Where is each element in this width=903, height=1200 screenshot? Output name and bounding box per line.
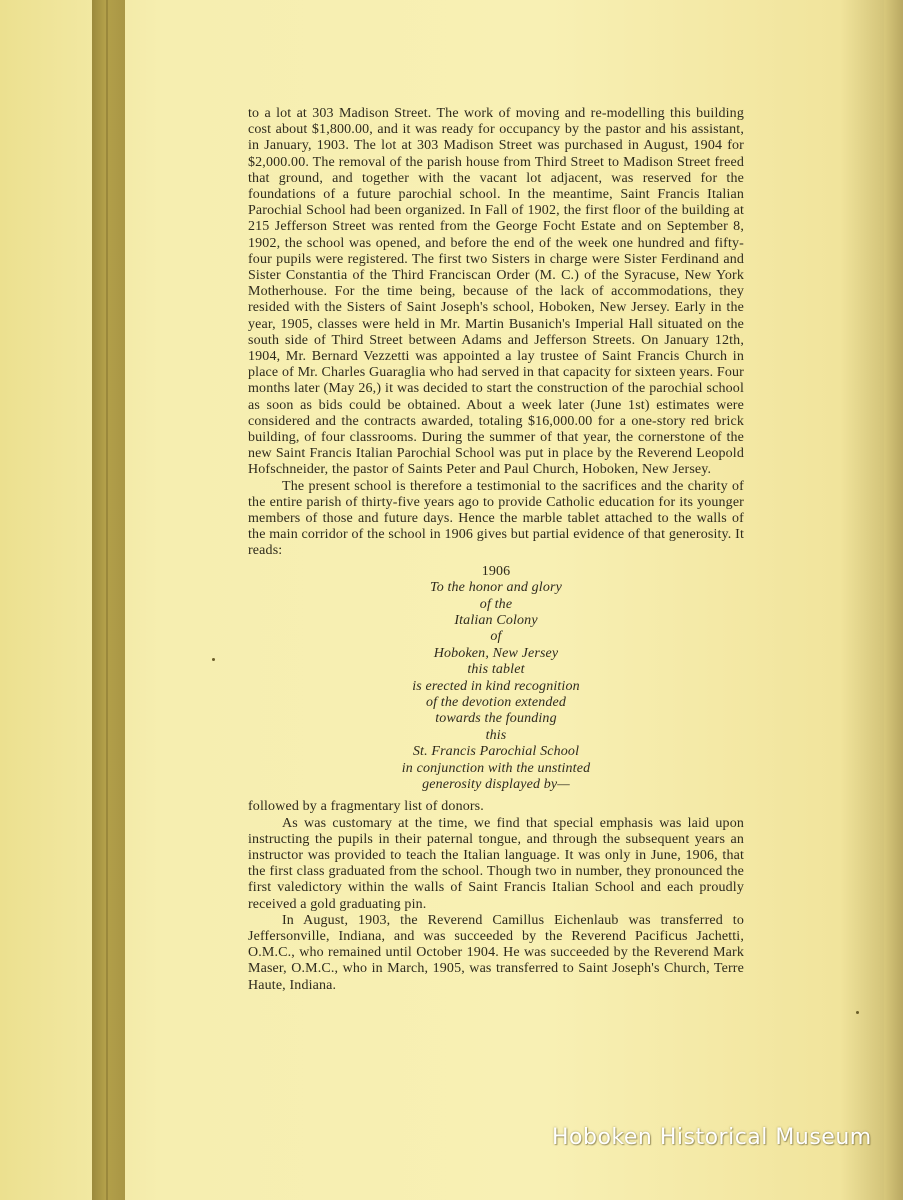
paragraph-4: In August, 1903, the Reverend Camillus Eichenlaub was transferred to Jeffersonville, Indiana, and was succeeded by the Reverend Pacificus Jachetti, O.M.C., who remained until October 1904. He was succeeded by the Reverend Mark Maser, O.M.C., who in March, 1905, was transferred to Saint Joseph's Church, Terre Haute, Indiana. — [248, 912, 744, 993]
paragraph-1: to a lot at 303 Madison Street. The work of moving and re-modelling this building cost about $1,800.00, and it was ready for occupancy by the pastor and his assistant, in January, 1903. The lot at 303 Madison Street was purchased in August, 1904 for $2,000.00. The removal of the parish house from Third Street to Madison Street freed that ground, and together with the vacant lot adjacent, was reserved for the foundations of a future parochial school. In the meantime, Saint Francis Italian Parochial School had been organized. In Fall of 1902, the first floor of the building at 215 Jefferson Street was rented from the George Focht Estate and on September 8, 1902, the school was opened, and before the end of the week one hundred and fifty-four pupils were registered. The first two Sisters in charge were Sister Ferdinand and Sister Constantia of the Third Franciscan Order (M. C.) of the Syracuse, New York Motherhouse. For the time being, because of the lack of accommodations, they resided with the Sisters of Saint Joseph's school, Hoboken, New Jersey. Early in the year, 1905, classes were held in Mr. Martin Busanich's Imperial Hall situated on the south side of Third Street between Adams and Jefferson Streets. On January 12th, 1904, Mr. Bernard Vezzetti was appointed a lay trustee of Saint Francis Church in place of Mr. Charles Guaraglia who had served in that capacity for sixteen years. Four months later (May 26,) it was decided to start the construction of the parochial school as soon as bids could be obtained. About a week later (June 1st) estimates were considered and the contracts awarded, totaling $16,000.00 for a one-story red brick building, of four classrooms. During the summer of that year, the cornerstone of the new Saint Francis Italian Parochial School was put in place by the Reverend Leopold Hofschneider, the pastor of Saints Peter and Paul Church, Hoboken, New Jersey. — [248, 106, 744, 478]
binding-spine — [92, 0, 125, 1200]
tablet-line: St. Francis Parochial School — [412, 744, 580, 760]
tablet-line: of — [490, 629, 502, 645]
tablet-line: Italian Colony — [454, 612, 538, 628]
paper-speck — [856, 1011, 859, 1014]
document-body — [248, 106, 744, 994]
tablet-line: To the honor and glory — [430, 580, 562, 596]
page-edge-shadow — [884, 0, 903, 1200]
tablet-line: this tablet — [467, 662, 525, 678]
tablet-year: 1906 — [481, 563, 511, 579]
tablet-line: Hoboken, New Jersey — [433, 645, 559, 661]
paragraph-3: As was customary at the time, we find that special emphasis was laid upon instructing the pupils in their paternal tongue, and through the subsequent years an instructor was provided to teach the Italian language. It was only in June, 1906, that the first class graduated from the school. Though two in number, they pronounced the first valedictory within the walls of Saint Francis Italian School and each proudly received a gold graduating pin. — [248, 815, 744, 912]
paragraph-2: The present school is therefore a testimonial to the sacrifices and the charity of the entire parish of thirty-five years ago to provide Catholic education for its younger members of those and future days. Hence the marble tablet attached to the walls of the main corridor of the school in 1906 gives but partial evidence of that generosity. It reads: — [248, 478, 744, 559]
tablet-line: of the devotion extended — [425, 694, 567, 710]
followed-line: followed by a fragmentary list of donors. — [248, 799, 484, 815]
binding-line — [106, 0, 108, 1200]
tablet-line: is erected in kind recognition — [412, 678, 580, 694]
museum-watermark: Hoboken Historical Museum — [552, 1125, 872, 1150]
tablet-line: in conjunction with the unstinted — [401, 760, 591, 776]
tablet-line: generosity displayed by— — [422, 776, 570, 792]
tablet-line: this — [485, 727, 507, 743]
tablet-inscription — [248, 564, 744, 794]
tablet-line: towards the founding — [435, 711, 557, 727]
tablet-line: of the — [479, 596, 513, 612]
paper-speck — [212, 658, 215, 661]
